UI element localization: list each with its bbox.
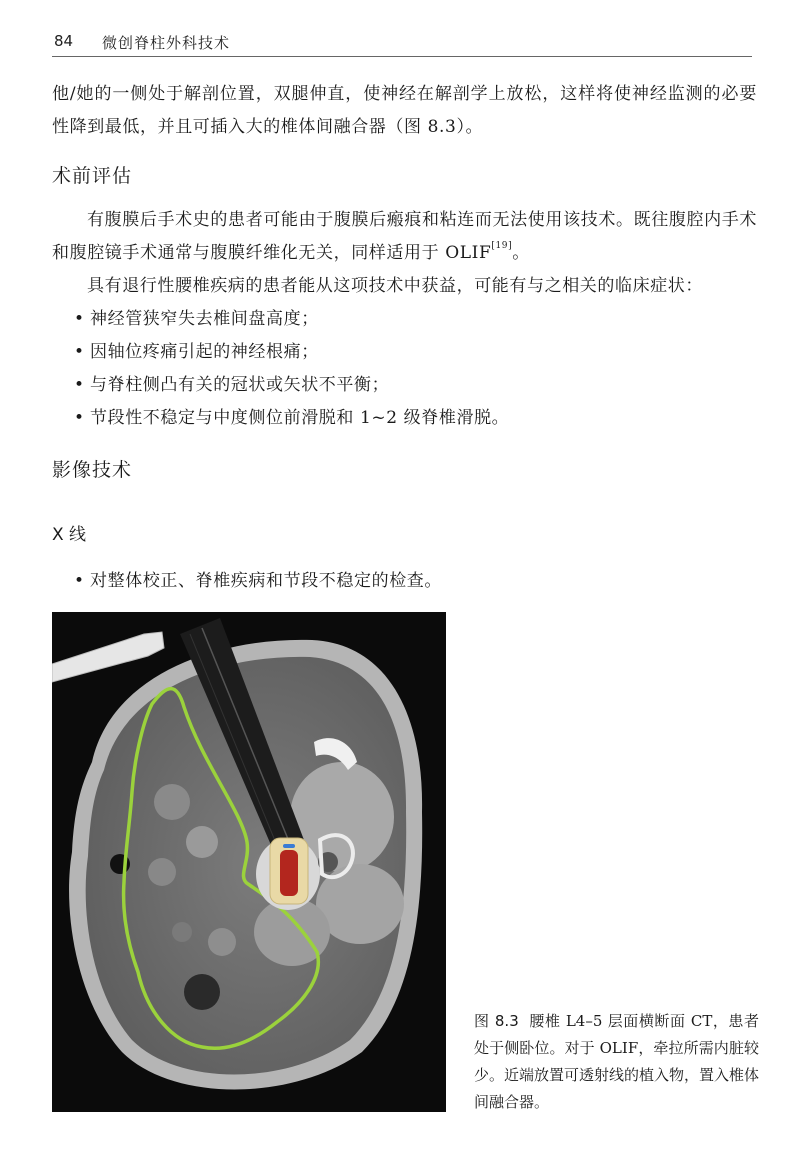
reference-19[interactable]: [19] (491, 241, 513, 251)
list-item: • 对整体校正、脊椎疾病和节段不稳定的检查。 (78, 565, 442, 598)
figure-caption (474, 1008, 759, 1116)
list-item: • 神经管狭窄失去椎间盘高度； (78, 303, 509, 336)
figure-caption-text: 腰椎 L4–5 层面横断面 CT，患者处于侧卧位。对于 OLIF，牵拉所需内脏较少。近端放置可透射线的植入物，置入椎体间融合器。 (474, 1012, 760, 1111)
cage-core (280, 850, 298, 896)
ct-scan-image (52, 612, 446, 1112)
list-item: • 与脊柱侧凸有关的冠状或矢状不平衡； (78, 369, 509, 402)
page-number: 84 (54, 32, 74, 50)
bowel-loop (148, 858, 176, 886)
preop-paragraph-1-text: 有腹膜后手术史的患者可能由于腹膜后瘢痕和粘连而无法使用该技术。既往腹腔内手术和腹腔镜手术通常与腹膜纤维化无关，同样适用于 OLIF (52, 210, 757, 263)
preop-paragraph-2: 具有退行性腰椎疾病的患者能从这项技术中获益，可能有与之相关的临床症状： (87, 276, 703, 296)
list-item: • 因轴位疼痛引起的神经根痛； (78, 336, 509, 369)
retractor-arm (52, 632, 164, 682)
subheading-xray: X 线 (52, 525, 87, 545)
preop-bullet-list (78, 303, 509, 435)
page-header (52, 30, 752, 57)
bowel-loop (172, 922, 192, 942)
bowel-gas (184, 974, 220, 1010)
bowel-loop (208, 928, 236, 956)
imaging-bullet-list (78, 565, 442, 598)
bowel-loop (186, 826, 218, 858)
figure-label: 图 8.3 (474, 1012, 519, 1030)
radiopaque-marker (283, 844, 295, 848)
heading-imaging: 影像技术 (52, 459, 133, 481)
heading-preop: 术前评估 (52, 165, 133, 187)
list-item: • 节段性不稳定与中度侧位前滑脱和 1~2 级脊椎滑脱。 (78, 402, 509, 435)
ct-figure (52, 612, 446, 1112)
preop-paragraph-1 (52, 204, 757, 270)
book-title: 微创脊柱外科技术 (102, 34, 231, 52)
preop-paragraph-1-end: 。 (512, 243, 530, 263)
bowel-loop (154, 784, 190, 820)
intro-paragraph: 他/她的一侧处于解剖位置，双腿伸直，使神经在解剖学上放松，这样将使神经监测的必要性降到最低，并且可插入大的椎体间融合器（图 8.3）。 (52, 84, 757, 137)
